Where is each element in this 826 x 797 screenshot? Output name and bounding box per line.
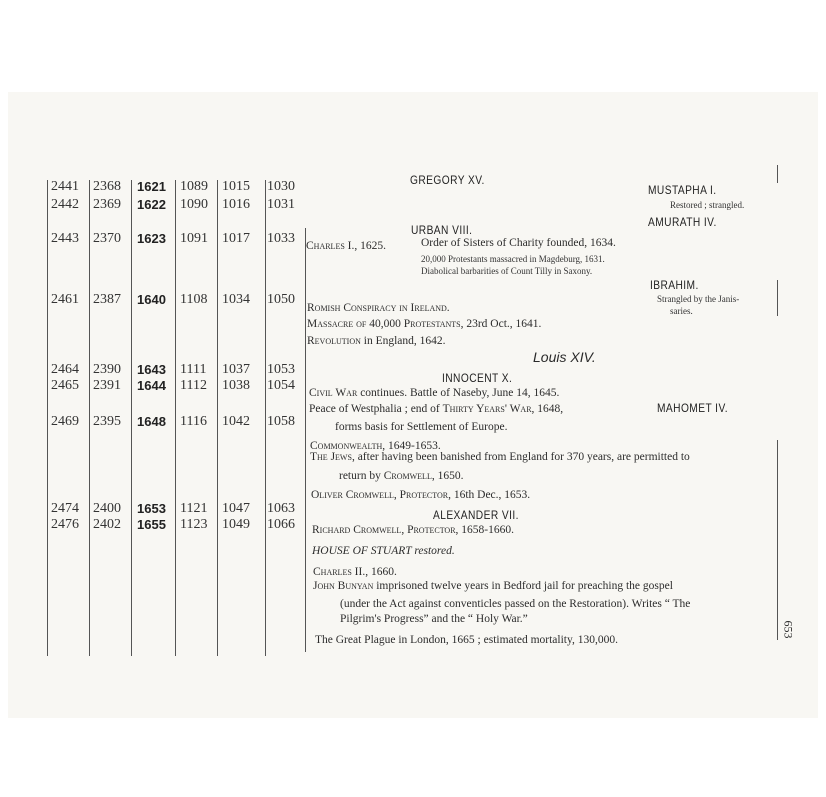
column-rule <box>305 228 306 652</box>
year-cell: 1042 <box>222 414 250 429</box>
page-number: 653 <box>781 620 796 639</box>
event-text: The Jews, after having been banished from England for 370 years, are permitted to <box>310 451 690 463</box>
year-cell: 1640 <box>137 292 166 307</box>
year-cell: 1116 <box>180 414 207 429</box>
event-text: HOUSE OF STUART restored. <box>312 545 455 557</box>
year-cell: 2464 <box>51 362 79 377</box>
event-text: return by Cromwell, 1650. <box>339 470 464 482</box>
sultan-mustapha: MUSTAPHA I. <box>648 183 717 197</box>
event-text: Commonwealth, 1649-1653. <box>310 440 441 452</box>
year-cell: 1622 <box>137 197 166 212</box>
event-text: Massacre of 40,000 Protestants, 23rd Oct., 1641. <box>307 318 542 330</box>
year-cell: 2387 <box>93 292 121 307</box>
year-cell: 2469 <box>51 414 79 429</box>
year-cell: 1090 <box>180 197 208 212</box>
column-rule <box>777 280 778 316</box>
column-rule <box>47 180 48 656</box>
pope-gregory: GREGORY XV. <box>410 173 485 187</box>
king-louis: Louis XIV. <box>533 349 596 365</box>
year-cell: 2391 <box>93 378 121 393</box>
year-cell: 1111 <box>180 362 207 377</box>
event-text: Romish Conspiracy in Ireland. <box>307 302 450 314</box>
year-cell: 1015 <box>222 179 250 194</box>
year-cell: 1648 <box>137 414 166 429</box>
year-cell: 1123 <box>180 517 208 532</box>
event-text: Civil War continues. Battle of Naseby, June 14, 1645. <box>309 387 560 399</box>
year-cell: 1112 <box>180 378 207 393</box>
year-cell: 1054 <box>267 378 295 393</box>
event-text: Order of Sisters of Charity founded, 1634. <box>421 237 616 249</box>
event-text: forms basis for Settlement of Europe. <box>335 421 508 433</box>
column-rule <box>89 180 90 656</box>
year-cell: 2369 <box>93 197 121 212</box>
year-cell: 1653 <box>137 501 166 516</box>
year-cell: 2390 <box>93 362 121 377</box>
year-cell: 2370 <box>93 231 121 246</box>
year-cell: 2465 <box>51 378 79 393</box>
year-cell: 1623 <box>137 231 166 246</box>
event-text: Revolution in England, 1642. <box>307 335 446 347</box>
year-cell: 2402 <box>93 517 121 532</box>
year-cell: 1089 <box>180 179 208 194</box>
event-text: Richard Cromwell, Protector, 1658-1660. <box>312 524 515 536</box>
year-cell: 1016 <box>222 197 250 212</box>
pope-alexander: ALEXANDER VII. <box>433 508 519 522</box>
year-cell: 1643 <box>137 362 166 377</box>
sultan-note: saries. <box>670 306 693 316</box>
year-cell: 1655 <box>137 517 166 532</box>
sultan-ibrahim: IBRAHIM. <box>650 278 699 292</box>
event-text: Pilgrim's Progress” and the “ Holy War.” <box>340 613 528 625</box>
event-text: 20,000 Protestants massacred in Magdeburg, 1631. <box>421 254 605 264</box>
column-rule <box>131 180 132 656</box>
sultan-amurath: AMURATH IV. <box>648 215 717 229</box>
year-cell: 2474 <box>51 501 79 516</box>
event-text: Oliver Cromwell, Protector, 16th Dec., 1653. <box>311 489 531 501</box>
sultan-mahomet: MAHOMET IV. <box>657 401 729 415</box>
column-rule <box>777 440 778 640</box>
year-cell: 1644 <box>137 378 166 393</box>
event-text: (under the Act against conventicles passed on the Restoration). Writes “ The <box>340 598 691 610</box>
sultan-note: Strangled by the Janis- <box>657 294 740 304</box>
event-text: Peace of Westphalia ; end of Thirty Years' War, 1648, <box>309 403 564 415</box>
year-cell: 1091 <box>180 231 208 246</box>
year-cell: 1049 <box>222 517 250 532</box>
event-text: Charles I., 1625. <box>306 240 386 252</box>
year-cell: 1050 <box>267 292 295 307</box>
year-cell: 1063 <box>267 501 295 516</box>
pope-urban: URBAN VIII. <box>411 223 473 237</box>
year-cell: 1033 <box>267 231 295 246</box>
year-cell: 2400 <box>93 501 121 516</box>
year-cell: 2441 <box>51 179 79 194</box>
year-cell: 1030 <box>267 179 295 194</box>
year-cell: 2461 <box>51 292 79 307</box>
year-cell: 1058 <box>267 414 295 429</box>
pope-innocent: INNOCENT X. <box>442 371 513 385</box>
column-rule <box>217 180 218 656</box>
year-cell: 1037 <box>222 362 250 377</box>
year-cell: 2443 <box>51 231 79 246</box>
year-cell: 1121 <box>180 501 208 516</box>
sultan-note: Restored ; strangled. <box>670 200 745 210</box>
year-cell: 1017 <box>222 231 250 246</box>
event-text: The Great Plague in London, 1665 ; estimated mortality, 130,000. <box>315 634 618 646</box>
event-text: John Bunyan imprisoned twelve years in Bedford jail for preaching the gospel <box>313 580 673 592</box>
year-cell: 1047 <box>222 501 250 516</box>
year-cell: 1621 <box>137 179 166 194</box>
event-text: Diabolical barbarities of Count Tilly in Saxony. <box>421 266 593 276</box>
year-cell: 2476 <box>51 517 79 532</box>
year-cell: 1038 <box>222 378 250 393</box>
event-text: Charles II., 1660. <box>313 566 397 578</box>
year-cell: 1031 <box>267 197 295 212</box>
year-cell: 2442 <box>51 197 79 212</box>
year-cell: 2368 <box>93 179 121 194</box>
column-rule <box>175 180 176 656</box>
year-cell: 1108 <box>180 292 208 307</box>
year-cell: 1053 <box>267 362 295 377</box>
column-rule <box>777 165 778 183</box>
year-cell: 1034 <box>222 292 250 307</box>
column-rule <box>265 180 266 656</box>
year-cell: 1066 <box>267 517 295 532</box>
year-cell: 2395 <box>93 414 121 429</box>
